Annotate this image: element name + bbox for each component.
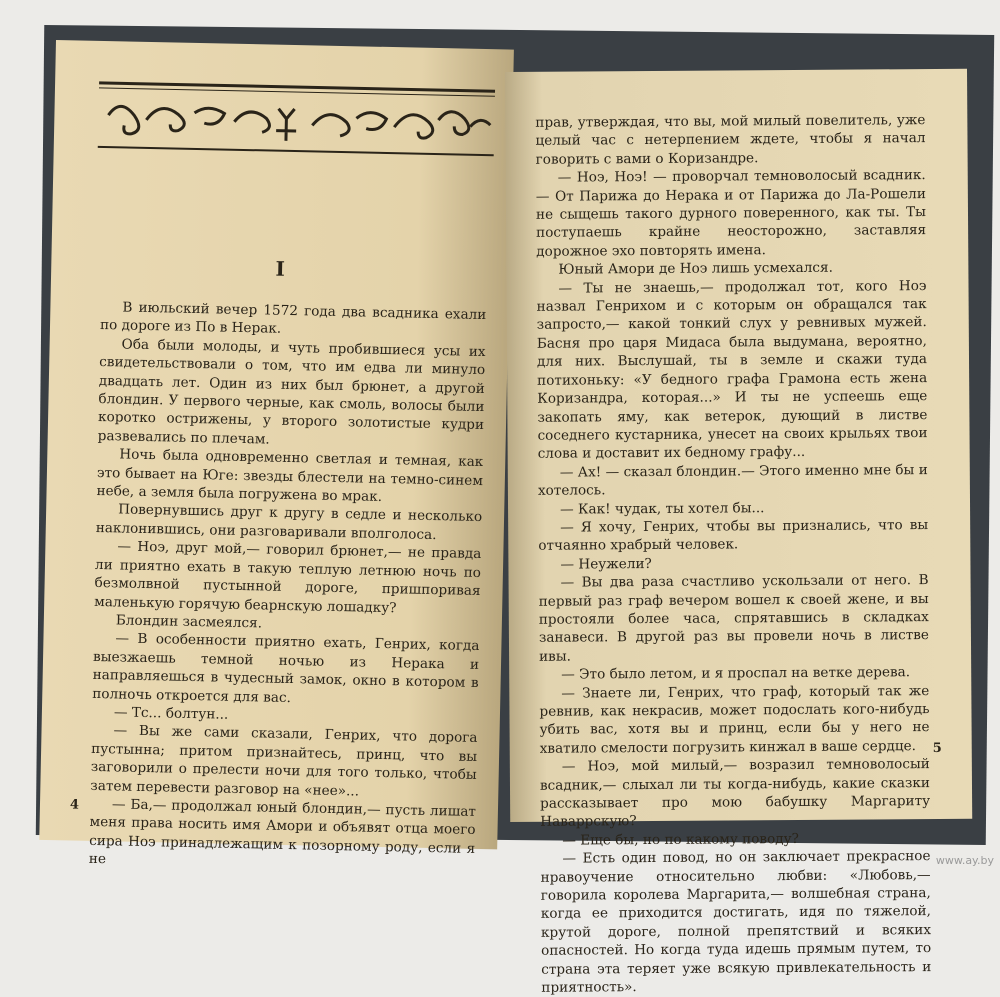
paragraph: — Тс... болтун... — [113, 704, 229, 723]
page-number-right: 5 — [932, 740, 942, 757]
paragraph: — Вы два раза счастливо ускользали от него. В первый раз граф вечером вошел к своей жене, и вы простояли более часа, спрятавшись в складках занавеси. В другой раз вы провели ночь в листве ивы. — [538, 572, 929, 665]
paragraph: — В особенности приятно ехать, Генрих, когда выезжаешь темной ночью из Нерака и направляешься в чудесный замок, окно в котором в полночь откроется для вас. — [92, 630, 480, 706]
left-page — [39, 40, 514, 868]
paragraph: — Ты не знаешь,— продолжал тот, кого Ноэ назвал Генрихом и с которым он обращался так запросто,— какой тонкий слух у ревнивых мужей. Басня про царя Мидаса была выдумана, вероятно, для них. Выслушай, ты в земле и скажи туда потихоньку: «У бедного графа Грамона есть жена Коризандра, которая...» И ты не успеешь еще закопать яму, как ветерок, дующий в листве соседнего кустарника, унесет на своих крыльях твои слова и доставит их бедному графу... — [536, 277, 928, 463]
ornament-divider — [98, 75, 496, 163]
paragraph: — Вы же сами сказали, Генрих, что дорога пустынна; притом признайтесь, принц, что вы заговорили о прелести ночи для того только, чтобы затем перевести разговор на «нее»... — [90, 722, 478, 800]
left-page-text — [89, 298, 487, 877]
chapter-number: I — [275, 256, 286, 281]
paragraph: — Еще бы, но по какому поводу? — [562, 830, 799, 849]
paragraph: — Ноэ, мой милый,— возразил темноволосый всадник,— слыхал ли ты когда-нибудь, какие сказки рассказывает про мою бабушку Маргариту Наваррскую? — [539, 756, 931, 831]
watermark: www.ay.by — [935, 854, 994, 867]
paragraph: — Знаете ли, Генрих, что граф, который так же ревнив, как некрасив, может подослать кого-нибудь убить вас, хотя вы и принц, если бы у него не хватило смелости погрузить кинжал в ваше сердце. — [539, 682, 930, 757]
paragraph: — Ах! — сказал блондин.— Этого именно мне бы и хотелось. — [537, 461, 928, 499]
page-number-left: 4 — [69, 797, 80, 813]
paragraph: — Я хочу, Генрих, чтобы вы признались, что вы отчаянно храбрый человек. — [538, 516, 929, 555]
paragraph: — Ноэ, Ноэ! — проворчал темноволосый всадник.— От Парижа до Нерака и от Парижа до Ла-Рошели не сыщешь такого дурного поверенного, как ты. Ты поступаешь крайне неосторожно, заставляя дорожное эхо повторять имена. — [535, 167, 927, 260]
paragraph: В июльский вечер 1572 года два всадника ехали по дороге из По в Нерак. — [99, 299, 487, 338]
paragraph: Повернувшись друг к другу в седле и несколько наклонившись, они разговаривали вполголоса. — [95, 501, 483, 543]
right-page-text — [535, 111, 931, 997]
paragraph: — Есть один повод, но он заключает прекрасное нравоучение относительно любви: «Любовь,— говорила королева Маргарита,— волшебная страна, когда ее приходится достигать, идя по тяжелой, крутой дороге, полной препятствий и всяких опасностей. Но когда туда идешь прямым путем, то страна эта теряет уже всякую привлекательность и приятность». — [540, 848, 932, 996]
paragraph: — Ноэ, друг мой,— говорил брюнет,— не правда ли приятно ехать в такую теплую летнюю ночь по безмолвной пустынной дороге, пришпоривая маленькую горячую беарнскую лошадку? — [94, 538, 482, 616]
paragraph: — Как! чудак, ты хотел бы... — [559, 499, 765, 518]
paragraph: Ночь была одновременно светлая и темная, как это бывает на Юге: звезды блестели на темно-синем небе, а земля была погружена во мрак. — [96, 446, 484, 505]
paragraph: Оба были молоды, и чуть пробившиеся усы их свидетельствовали о том, что им едва ли минуло двадцать лет. Один из них был брюнет, а другой блондин. У первого черные, как смоль, волосы были коротко острижены, у второго золотистые кудри развевались по плечам. — [97, 336, 486, 448]
paragraph: Блондин засмеялся. — [115, 612, 263, 632]
paragraph: прав, утверждая, что вы, мой милый повелитель, уже целый час с нетерпением ждете, чтобы я начал говорить с вами о Коризандре. — [535, 112, 926, 168]
paragraph: — Неужели? — [560, 555, 652, 573]
paragraph: Юный Амори де Ноэ лишь усмехался. — [558, 259, 833, 278]
paragraph: — Ба,— продолжал юный блондин,— пусть лишат меня права носить имя Амори и объявят отца моего сира Ноэ принадлежащим к позорному роду, если я не — [88, 796, 477, 868]
paragraph: — Это было летом, и я проспал на ветке дерева. — [561, 664, 911, 683]
